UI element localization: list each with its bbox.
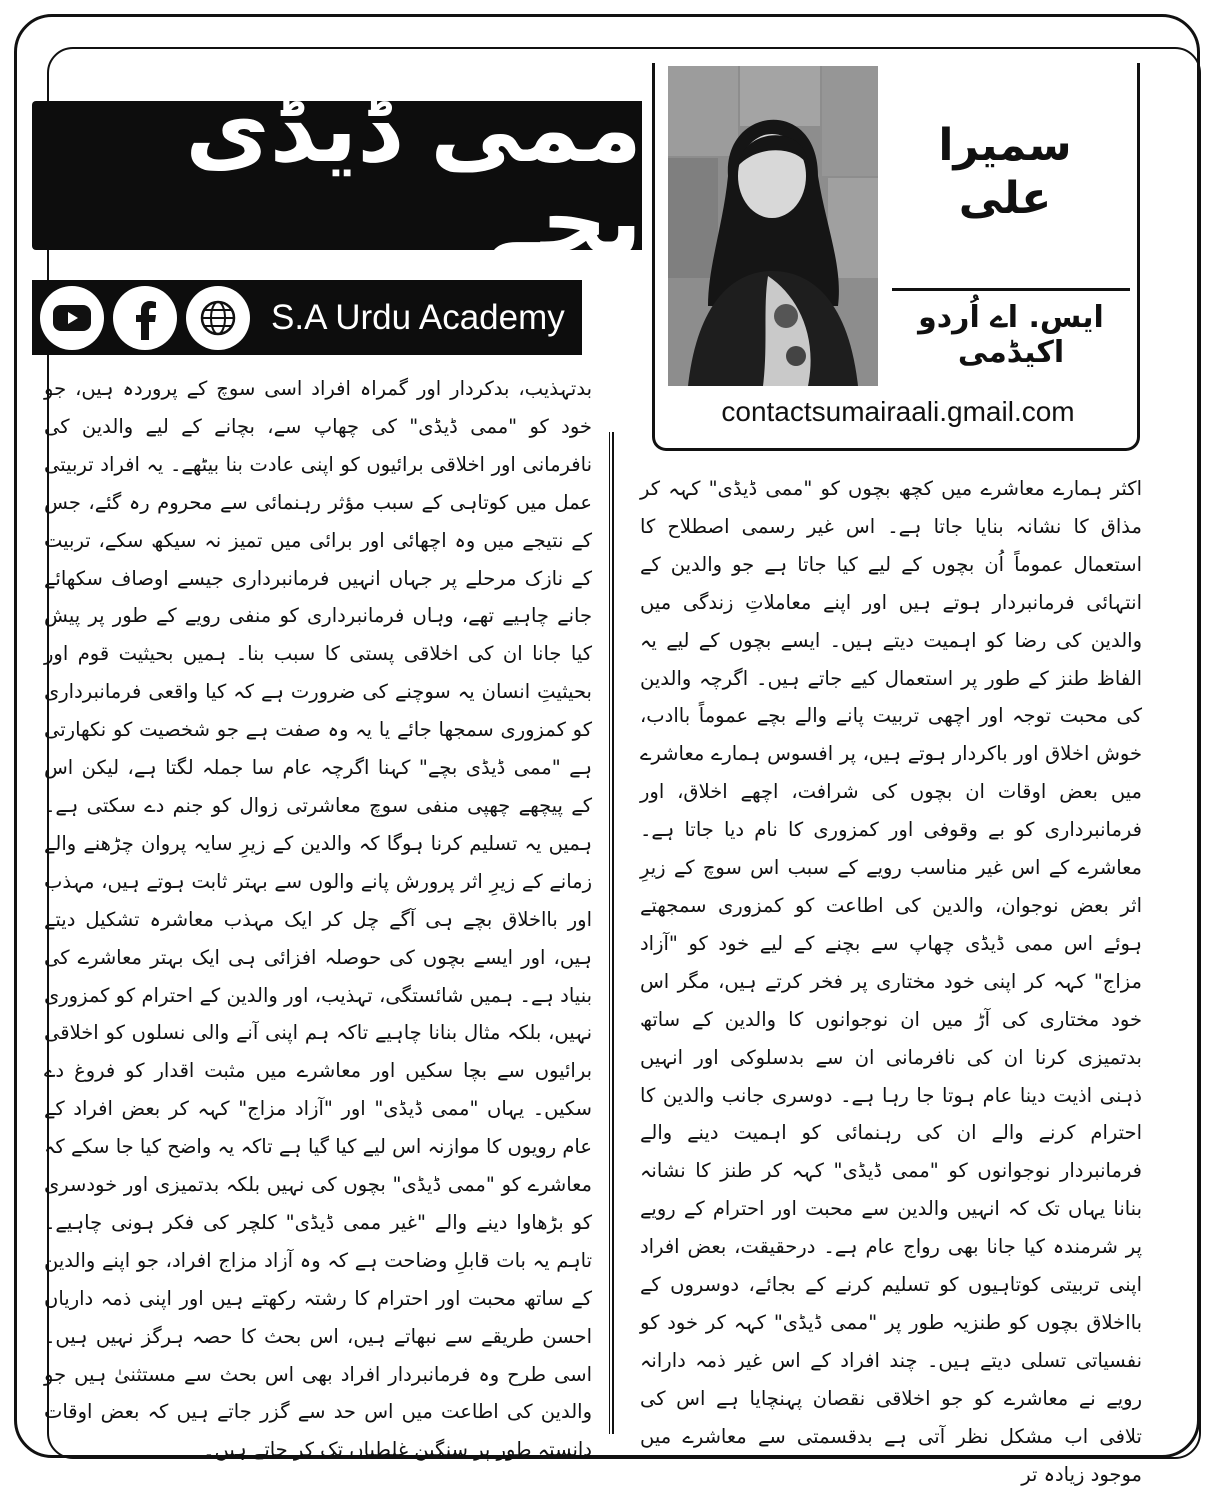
social-bar — [32, 280, 582, 355]
academy-label: ایس. اے اُردو اکیڈمی — [918, 300, 1104, 370]
facebook-icon[interactable] — [113, 286, 177, 350]
author-photo — [668, 66, 878, 386]
globe-icon[interactable] — [186, 286, 250, 350]
headline-banner — [32, 75, 642, 275]
column-divider — [612, 432, 614, 1434]
article-column-right: اکثر ہمارے معاشرے میں کچھ بچوں کو "ممی ڈیڈی" کہہ کر مذاق کا نشانہ بنایا جاتا ہے۔ اس غیر رسمی اصطلاح کا استعمال عموماً اُن بچوں کے لیے کیا جاتا ہے جو والدین کے انتہائی فرمانبردار ہوتے ہیں اور اپنے معاملاتِ زندگی میں والدین کی رضا کو اہمیت دیتے ہیں۔ ایسے بچوں کے لیے یہ الفاظ طنز کے طور پر استعمال کیے جاتے ہیں۔ اگرچہ والدین کی محبت توجہ اور اچھی تربیت پانے والے بچے عموماً باادب، خوش اخلاق اور باکردار ہوتے ہیں، پر افسوس ہمارے معاشرے میں بعض اوقات ان بچوں کی شرافت، اچھے اخلاق، اور فرمانبرداری کو بے وقوفی اور کمزوری کا نام دیا جاتا ہے۔ معاشرے کے اس غیر مناسب رویے کے سبب اس سوچ کے زیرِ اثر بعض نوجوان، والدین کی اطاعت کو کمزوری سمجھتے ہوئے اس ممی ڈیڈی چھاپ سے بچنے کے لیے خود کو "آزاد مزاج" کہہ کر اپنی خود مختاری پر فخر کرتے ہیں، مگر اس خود مختاری کی آڑ میں ان نوجوانوں کا والدین کے ساتھ بدتمیزی کرنا ان کی نافرمانی ان سے بدسلوکی اور انہیں ذہنی اذیت دینا عام ہوتا جا رہا ہے۔ دوسری جانب والدین کا احترام کرنے والے ان کی رہنمائی کو اہمیت دینے والے فرمانبردار نوجوانوں کو "ممی ڈیڈی" کہہ کر طنز کا نشانہ بنانا یہاں تک کہ انہیں والدین سے محبت اور احترام کے رویے پر شرمندہ کیا جانا بھی رواج عام ہے۔ درحقیقت، بعض افراد اپنی تربیتی کوتاہیوں کو تسلیم کرنے کے بجائے، دوسروں کے بااخلاق بچوں کو طنزیہ طور پر "ممی ڈیڈی" کہہ کر خود کو نفسیاتی تسلی دیتے ہیں۔ چند افراد کے اس غیر ذمہ دارانہ رویے نے معاشرے کو جو اخلاقی نقصان پہنچایا ہے اس کی تلافی اب مشکل نظر آتی ہے بدقسمتی سے معاشرے میں موجود زیادہ تر — [640, 477, 1142, 1486]
headline: ممی ڈیڈی بچے — [185, 75, 642, 275]
youtube-icon[interactable] — [40, 286, 104, 350]
article-column-left: بدتہذیب، بدکردار اور گمراہ افراد اسی سوچ کے پروردہ ہیں، جو خود کو "ممی ڈیڈی" کی چھاپ سے، بچانے کے لیے والدین کی نافرمانی اور اخلاقی برائیوں کو اپنی عادت بنا بیٹھے۔ یہ افراد تربیتی عمل میں کوتاہی کے سبب مؤثر رہنمائی سے محروم رہ گئے، جس کے نتیجے میں وہ اچھائی اور برائی میں تمیز نہ سیکھ سکے، تربیت کے نازک مرحلے پر جہاں انہیں فرمانبرداری جیسے اوصاف سکھائے جانے چاہیے تھے، وہاں فرمانبرداری کو منفی رویے کے طور پر پیش کیا جانا ان کی اخلاقی پستی کا سبب بنا۔ ہمیں بحیثیت قوم اور بحیثیتِ انسان یہ سوچنے کی ضرورت ہے کہ کیا واقعی فرمانبرداری کو کمزوری سمجھا جائے یا یہ وہ صفت ہے جو شخصیت کو نکھارتی ہے "ممی ڈیڈی بچے" کہنا اگرچہ عام سا جملہ لگتا ہے، لیکن اس کے پیچھے چھپی منفی سوچ معاشرتی زوال کو جنم دے سکتی ہے۔ ہمیں یہ تسلیم کرنا ہوگا کہ والدین کے زیرِ سایہ پروان چڑھنے والے زمانے کے زیرِ اثر پرورش پانے والوں سے بہتر ثابت ہوتے ہیں، مہذب اور بااخلاق بچے ہی آگے چل کر ایک مہذب معاشرہ تشکیل دیتے ہیں، اور ایسے بچوں کی حوصلہ افزائی ہی ایک بہتر معاشرے کی بنیاد ہے۔ ہمیں شائستگی، تہذیب، اور والدین کے احترام کو کمزوری نہیں، بلکہ مثال بنانا چاہیے تاکہ ہم اپنی آنے والی نسلوں کو اخلاقی برائیوں سے بچا سکیں اور معاشرے میں مثبت اقدار کو فروغ دے سکیں۔ یہاں "ممی ڈیڈی" اور "آزاد مزاج" کہہ کر بعض افراد کے عام رویوں کا موازنہ اس لیے کیا گیا ہے تاکہ یہ واضح کیا جا سکے کہ معاشرے کو "ممی ڈیڈی" بچوں کی نہیں بلکہ بدتمیزی اور خودسری کو بڑھاوا دینے والے "غیر ممی ڈیڈی" کلچر کی فکر ہونی چاہیے۔ تاہم یہ بات قابلِ وضاحت ہے کہ وہ آزاد مزاج افراد، جو اپنے والدین کے ساتھ محبت اور احترام کا رشتہ رکھتے ہیں اور اپنی ذمہ داریاں احسن طریقے سے نبھاتے ہیں، اس بحث کا حصہ ہرگز نہیں ہیں۔ اسی طرح وہ فرمانبردار افراد بھی اس بحث سے مستثنیٰ ہیں جو والدین کی اطاعت میں اس حد سے گزر جاتے ہیں کہ بعض اوقات دانستہ طور پر سنگین غلطیاں تک کر جاتے ہیں۔ — [44, 377, 592, 1462]
author-email[interactable]: contactsumairaali.gmail.com — [721, 396, 1075, 427]
divider — [892, 288, 1130, 291]
column-divider-thin — [609, 432, 610, 1434]
brand-name: S.A Urdu Academy — [271, 297, 565, 337]
author-name: سمیرا علی — [938, 120, 1072, 224]
